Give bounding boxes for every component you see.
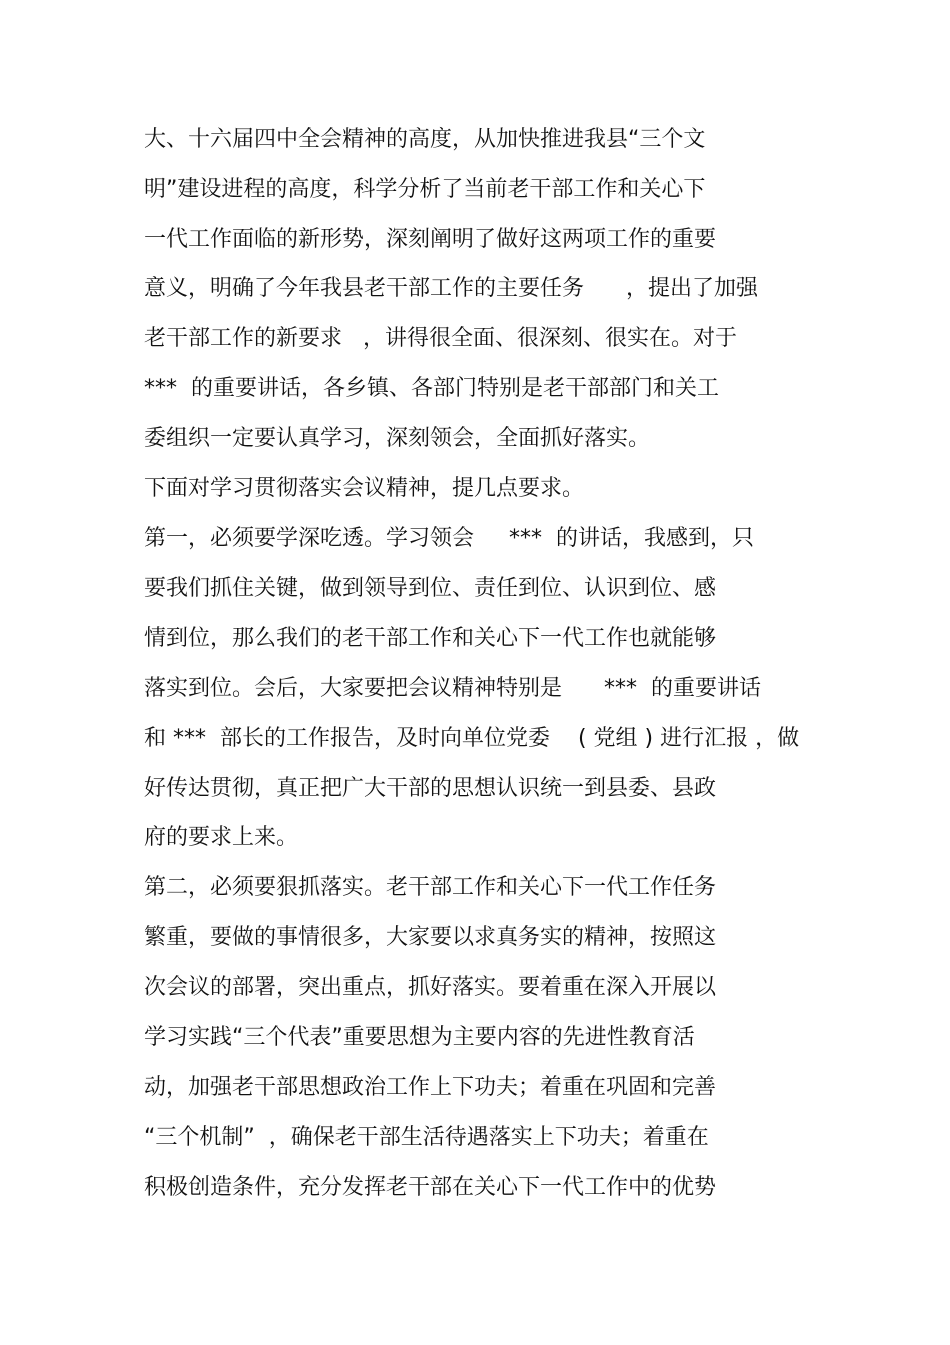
- text-line: 老干部工作的新要求 ，讲得很全面、很深刻、很实在。对于: [144, 326, 737, 351]
- text-line: 下面对学习贯彻落实会议精神，提几点要求。: [144, 476, 585, 501]
- text-line: 府的要求上来。: [144, 825, 299, 850]
- text-line: 大、十六届四中全会精神的高度，从加快推进我县“三个文: [144, 127, 706, 152]
- text-line: 学习实践“三个代表”重要思想为主要内容的先进性教育活: [144, 1025, 695, 1050]
- text-line: 意义，明确了今年我县老干部工作的主要任务 ，提出了加强: [144, 276, 758, 301]
- text-line: 积极创造条件，充分发挥老干部在关心下一代工作中的优势: [144, 1175, 717, 1200]
- text-line: 好传达贯彻，真正把广大干部的思想认识统一到县委、县政: [144, 776, 717, 801]
- text-line: 次会议的部署，突出重点，抓好落实。要着重在深入开展以: [144, 975, 717, 1000]
- text-line: 第二，必须要狠抓落实。老干部工作和关心下一代工作任务: [144, 875, 717, 900]
- text-line: 要我们抓住关键，做到领导到位、责任到位、认识到位、感: [144, 576, 717, 601]
- text-line: 情到位，那么我们的老干部工作和关心下一代工作也就能够: [144, 626, 717, 651]
- text-line: 明”建设进程的高度，科学分析了当前老干部工作和关心下: [144, 177, 706, 202]
- text-line: 动，加强老干部思想政治工作上下功夫；着重在巩固和完善: [144, 1075, 717, 1100]
- text-line: 和 *** 部长的工作报告，及时向单位党委 ( 党组 ) 进行汇报 ，做: [144, 726, 800, 751]
- text-line: 第一，必须要学深吃透。学习领会 *** 的讲话，我感到，只: [144, 526, 754, 551]
- text-line: 落实到位。会后，大家要把会议精神特别是 *** 的重要讲话: [144, 676, 761, 701]
- text-line: “三个机制” ，确保老干部生活待遇落实上下功夫；着重在: [144, 1125, 709, 1150]
- text-line: 委组织一定要认真学习，深刻领会，全面抓好落实。: [144, 426, 651, 451]
- text-line: 繁重，要做的事情很多，大家要以求真务实的精神，按照这: [144, 925, 717, 950]
- text-line: 一代工作面临的新形势，深刻阐明了做好这两项工作的重要: [144, 227, 717, 252]
- text-line: *** 的重要讲话，各乡镇、各部门特别是老干部部门和关工: [144, 376, 719, 401]
